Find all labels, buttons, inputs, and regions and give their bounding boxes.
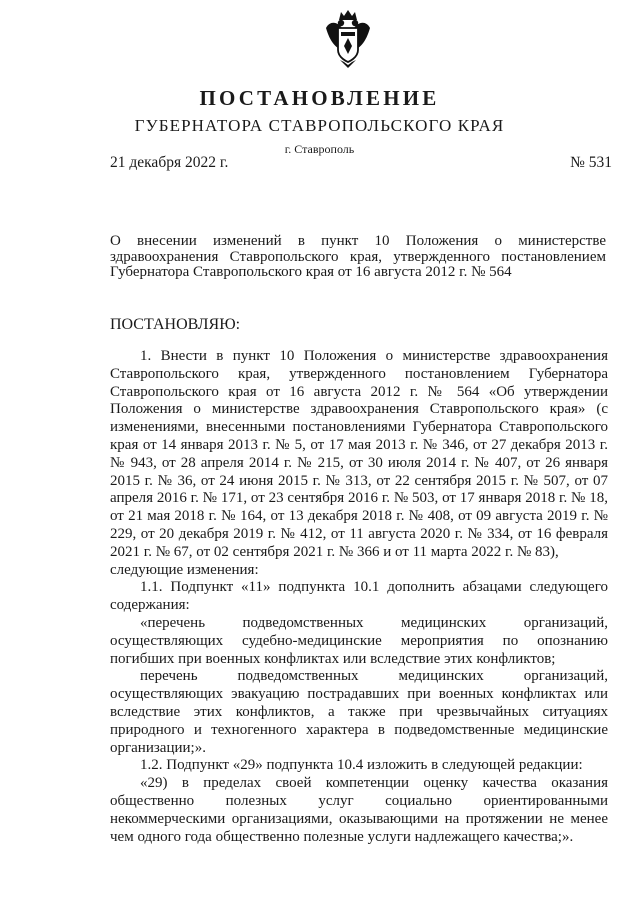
paragraph-4: «перечень подведомственных медицинских организаций, осуществляющих судебно-медицинские мероприятия по опознанию погибших при военных конфликтах или вследствие этих конфликтов; [110,614,608,667]
document-heading: ПОСТАНОВЛЕНИЕ [199,86,440,110]
paragraph-5: перечень подведомственных медицинских организаций, осуществляющих эвакуацию пострадавших при военных конфликтах или вследствие этих конфликтов, а также при чрезвычайных ситуациях природного и техногенного характера в подведомственные медицинские организации;». [110,668,608,756]
city-label: г. Ставрополь [284,142,355,156]
paragraph-6: 1.2. Подпункт «29» подпункта 10.4 изложить в следующей редакции: [140,757,583,774]
document-body [110,348,608,846]
document-date: 21 декабря 2022 г. [110,154,229,171]
paragraph-3: 1.1. Подпункт «11» подпункта 10.1 дополнить абзацами следующего содержания: [110,579,608,614]
issuer-heading: ГУБЕРНАТОРА СТАВРОПОЛЬСКОГО КРАЯ [134,116,505,135]
paragraph-7: «29) в пределах своей компетенции оценку качества оказания общественно полезных услуг социально ориентированными некоммерческими организациями, оказывающими на протяжении не менее чем одного года общественно полезные услуги надлежащего качества;». [110,775,608,845]
coat-of-arms-emblem [324,8,372,70]
decree-word: ПОСТАНОВЛЯЮ: [110,316,241,333]
document-title: О внесении изменений в пункт 10 Положения о министерстве здравоохранения Ставропольского края, утвержденного постановлением Губернатора Ставропольского края от 16 августа 2012 г. № 564 [110,233,606,280]
paragraph-2: следующие изменения: [110,561,259,578]
paragraph-1: 1. Внести в пункт 10 Положения о министерстве здравоохранения Ставропольского края, утвержденного постановлением Губернатора Ставропольского края от 16 августа 2012 г. № 564 «Об утверждении Положения о министерстве здравоохранения Ставропольского края» (с изменениями, внесенными постановлениями Губернатора Ставропольского края от 14 января 2013 г. № 5, от 17 мая 2013 г. № 346, от 27 декабря 2013 г. № 943, от 28 апреля 2014 г. № 215, от 30 июля 2014 г. № 407, от 26 января 2015 г. № 36, от 24 июня 2015 г. № 313, от 22 сентября 2015 г. № 507, от 07 апреля 2016 г. № 171, от 23 сентября 2016 г. № 503, от 17 января 2018 г. № 18, от 21 мая 2018 г. № 164, от 13 декабря 2018 г. № 408, от 09 августа 2019 г. № 229, от 20 декабря 2019 г. № 412, от 11 августа 2020 г. № 334, от 16 февраля 2021 г. № 67, от 02 сентября 2021 г. № 366 и от 11 марта 2022 г. № 83), [110,348,608,560]
document-number: № 531 [570,154,612,171]
